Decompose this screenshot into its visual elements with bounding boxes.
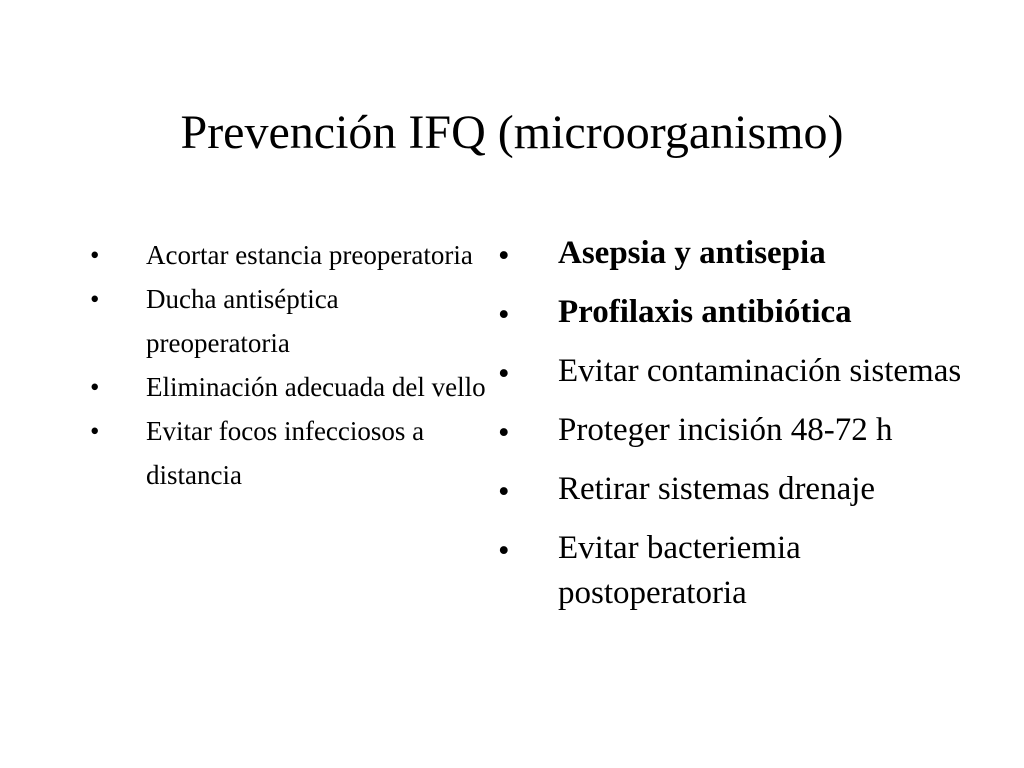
list-item [494, 526, 994, 616]
list-item-text: Evitar contaminación sistemas [558, 353, 962, 389]
list-item-text: Evitar bacteriemia postoperatoria [558, 530, 801, 611]
bullet-icon: • [498, 356, 510, 392]
list-item [494, 290, 994, 340]
list-item [494, 231, 994, 281]
bullet-icon: • [90, 416, 100, 446]
bullet-icon: • [90, 284, 100, 314]
list-item-text: Proteger incisión 48-72 h [558, 412, 893, 448]
bullet-icon: • [498, 533, 510, 569]
list-item-text: Retirar sistemas drenaje [558, 471, 876, 507]
bullet-icon: • [498, 297, 510, 333]
slide-title: Prevención IFQ (microorganismo) [180, 106, 844, 159]
list-item-text: Profilaxis antibiótica [558, 294, 852, 330]
list-item [82, 277, 492, 365]
list-item-text: Evitar focos infecciosos a distancia [146, 416, 425, 490]
list-item [494, 408, 994, 458]
list-item-text: Ducha antiséptica preoperatoria [146, 284, 339, 358]
list-item-text: Asepsia y antisepia [558, 235, 826, 271]
bullet-icon: • [498, 474, 510, 510]
list-item [82, 409, 492, 497]
bullet-icon: • [498, 415, 510, 451]
list-item [82, 365, 492, 409]
list-item-text: Eliminación adecuada del vello [146, 372, 486, 402]
bullet-icon: • [90, 372, 100, 402]
list-item [82, 233, 492, 277]
right-bullet-list [494, 231, 994, 625]
list-item [494, 349, 994, 399]
bullet-icon: • [90, 240, 100, 270]
list-item [494, 467, 994, 517]
list-item-text: Acortar estancia preoperatoria [146, 240, 473, 270]
left-bullet-list [82, 233, 492, 497]
bullet-icon: • [498, 238, 510, 274]
